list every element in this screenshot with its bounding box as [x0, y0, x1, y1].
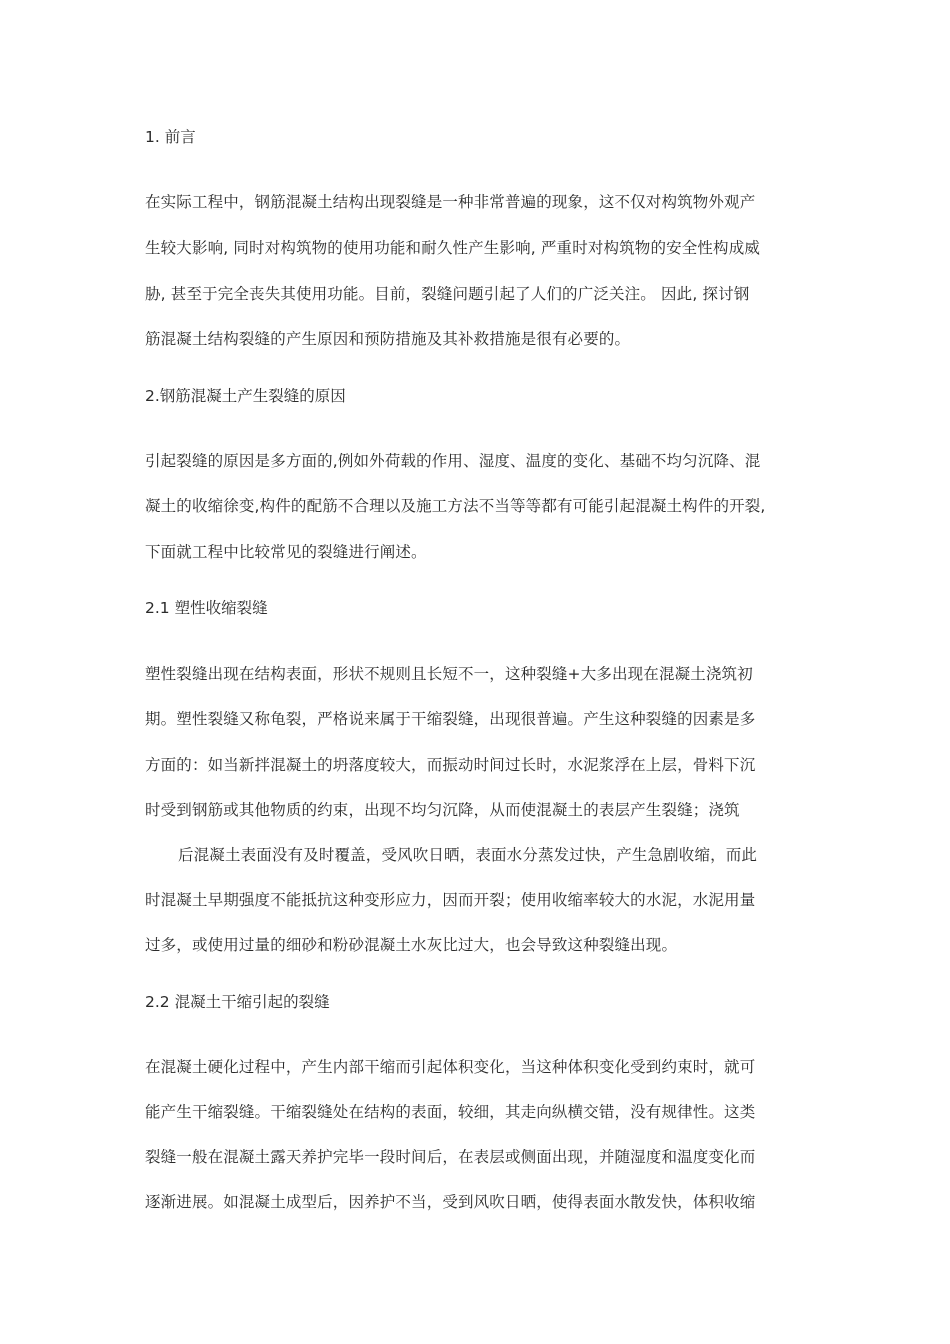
- section-2-line-1: 引起裂缝的原因是多方面的,例如外荷载的作用、湿度、温度的变化、基础不均匀沉降、混: [145, 452, 761, 470]
- section-2-1-line-1: 塑性裂缝出现在结构表面，形状不规则且长短不一，这种裂缝+大多出现在混凝土浇筑初: [145, 665, 753, 683]
- section-2-2-line-3: 裂缝一般在混凝土露天养护完毕一段时间后，在表层或侧面出现，并随湿度和温度变化而: [145, 1148, 756, 1166]
- section-2-line-2: 凝土的收缩徐变,构件的配筋不合理以及施工方法不当等等都有可能引起混凝土构件的开裂,: [145, 497, 766, 515]
- section-1-line-2: 生较大影响, 同时对构筑物的使用功能和耐久性产生影响, 严重时对构筑物的安全性构成威: [145, 239, 761, 257]
- section-1-line-4: 筋混凝土结构裂缝的产生原因和预防措施及其补救措施是很有必要的。: [145, 330, 631, 348]
- section-1-line-3: 胁, 甚至于完全丧失其使用功能。目前，裂缝问题引起了人们的广泛关注。 因此, 探讨钢: [145, 285, 750, 303]
- section-2-2-line-4: 逐渐进展。如混凝土成型后，因养护不当，受到风吹日晒，使得表面水散发快，体积收缩: [145, 1193, 756, 1211]
- section-2-1-line-3: 方面的：如当新拌混凝土的坍落度较大，而振动时间过长时，水泥浆浮在上层，骨料下沉: [145, 756, 756, 774]
- section-2-2-line-2: 能产生干缩裂缝。干缩裂缝处在结构的表面，较细，其走向纵横交错，没有规律性。这类: [145, 1103, 756, 1121]
- section-2-1-line-2: 期。塑性裂缝又称龟裂，严格说来属于干缩裂缝，出现很普遍。产生这种裂缝的因素是多: [145, 710, 756, 728]
- section-2-1-line-7: 过多，或使用过量的细砂和粉砂混凝土水灰比过大，也会导致这种裂缝出现。: [145, 936, 678, 954]
- section-2-line-3: 下面就工程中比较常见的裂缝进行阐述。: [145, 543, 427, 561]
- section-2-1-line-5: 后混凝土表面没有及时覆盖，受风吹日晒，表面水分蒸发过快，产生急剧收缩，而此: [178, 846, 758, 864]
- section-1-heading: 1. 前言: [145, 128, 196, 146]
- section-2-2-line-1: 在混凝土硬化过程中，产生内部干缩而引起体积变化，当这种体积变化受到约束时，就可: [145, 1058, 756, 1076]
- section-2-1-heading: 2.1 塑性收缩裂缝: [145, 599, 268, 617]
- section-1-line-1: 在实际工程中，钢筋混凝土结构出现裂缝是一种非常普遍的现象，这不仅对构筑物外观产: [145, 193, 756, 211]
- section-2-heading: 2.钢筋混凝土产生裂缝的原因: [145, 387, 346, 405]
- section-2-1-line-6: 时混凝土早期强度不能抵抗这种变形应力，因而开裂；使用收缩率较大的水泥，水泥用量: [145, 891, 756, 909]
- section-2-1-line-4: 时受到钢筋或其他物质的约束，出现不均匀沉降，从而使混凝土的表层产生裂缝；浇筑: [145, 801, 740, 819]
- section-2-2-heading: 2.2 混凝土干缩引起的裂缝: [145, 993, 330, 1011]
